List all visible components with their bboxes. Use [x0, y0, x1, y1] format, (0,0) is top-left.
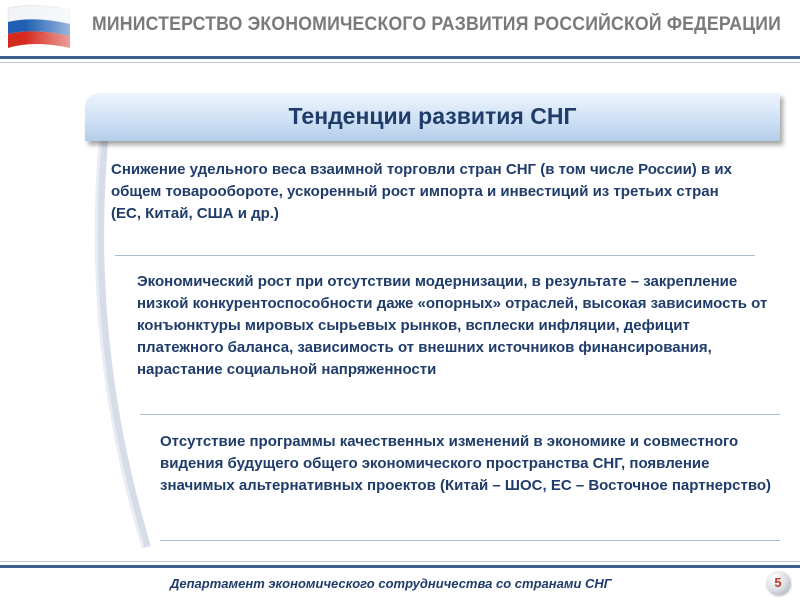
page-number: 5: [774, 575, 782, 590]
point-3: Отсутствие программы качественных изменений в экономике и совместного видения будущего общего экономического пространства СНГ, появление значимых альтернативных проектов (Китай – ШОС, ЕС – Восточное партнерство): [160, 433, 772, 494]
point-2: Экономический рост при отсутствии модернизации, в результате – закрепление низкой конкурентоспособности даже «опорных» отраслей, высокая зависимость от конъюнктуры мировых сырьевых рынков, всплески инфляции, дефицит платежного баланса, зависимость от внешних источников финансирования, нарастание социальной напряженности: [137, 273, 768, 378]
footer-rule-thin: [0, 561, 800, 562]
department-footer: Департамент экономического сотрудничества со странами СНГ: [170, 576, 612, 591]
separator: [140, 414, 780, 415]
point-1: Снижение удельного веса взаимной торговли стран СНГ (в том числе России) в их общем товарообороте, ускоренный рост импорта и инвестиций из третьих стран (ЕС, Китай, США и др.): [111, 161, 732, 222]
page-number-badge: [766, 571, 790, 595]
header-rule: [0, 56, 800, 59]
ministry-title: МИНИСТЕРСТВО ЭКОНОМИЧЕСКОГО РАЗВИТИЯ РОССИЙСКОЙ ФЕДЕРАЦИИ: [92, 14, 782, 35]
separator: [115, 255, 755, 256]
title-banner: [85, 93, 780, 141]
russian-flag-icon: [4, 2, 74, 52]
footer-rule: [0, 565, 800, 568]
slide-header: [0, 0, 800, 58]
separator: [160, 540, 780, 541]
slide-title: Тенденции развития СНГ: [288, 103, 577, 129]
header-rule-thin: [0, 62, 800, 63]
